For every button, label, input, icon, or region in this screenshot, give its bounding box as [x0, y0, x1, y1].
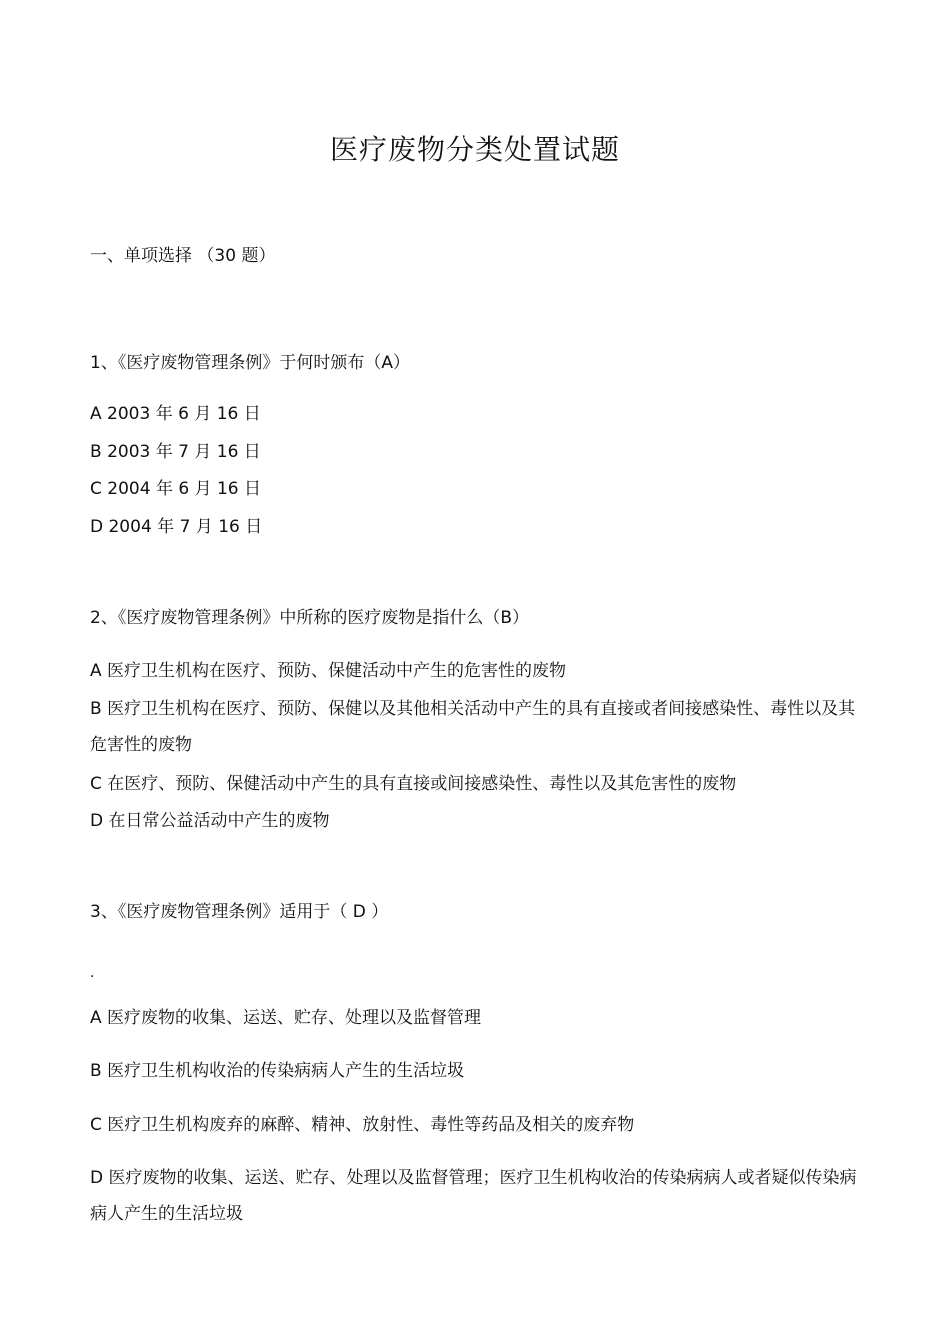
question-3-option-a: A 医疗废物的收集、运送、贮存、处理以及监督管理: [90, 1008, 482, 1028]
question-1-option-d: D 2004 年 7 月 16 日: [90, 517, 263, 537]
question-3-option-b: B 医疗卫生机构收治的传染病病人产生的生活垃圾: [90, 1061, 465, 1081]
section-heading: 一、单项选择 （30 题）: [90, 246, 276, 266]
question-2-option-b: B 医疗卫生机构在医疗、预防、保健以及其他相关活动中产生的具有直接或者间接感染性、毒性以及其危害性的废物: [90, 699, 856, 755]
question-3-stem: 3、《医疗废物管理条例》适用于（ D ）: [90, 902, 389, 922]
document-title: 医疗废物分类处置试题: [329, 133, 620, 166]
question-1-option-c: C 2004 年 6 月 16 日: [90, 479, 262, 499]
question-1-option-b: B 2003 年 7 月 16 日: [90, 442, 261, 462]
question-1-stem: 1、《医疗废物管理条例》于何时颁布（A）: [90, 353, 410, 373]
question-1-option-a: A 2003 年 6 月 16 日: [90, 404, 261, 424]
question-2-option-d: D 在日常公益活动中产生的废物: [90, 811, 330, 831]
question-2-stem: 2、《医疗废物管理条例》中所称的医疗废物是指什么（B）: [90, 608, 529, 628]
question-3-option-d: D 医疗废物的收集、运送、贮存、处理以及监督管理；医疗卫生机构收治的传染病病人或者疑似传染病病人产生的生活垃圾: [90, 1168, 857, 1224]
question-3-option-c: C 医疗卫生机构废弃的麻醉、精神、放射性、毒性等药品及相关的废弃物: [90, 1115, 635, 1135]
question-2-option-a: A 医疗卫生机构在医疗、预防、保健活动中产生的危害性的废物: [90, 661, 567, 681]
question-3-marker: .: [90, 965, 95, 981]
question-2-option-c: C 在医疗、预防、保健活动中产生的具有直接或间接感染性、毒性以及其危害性的废物: [90, 774, 737, 794]
